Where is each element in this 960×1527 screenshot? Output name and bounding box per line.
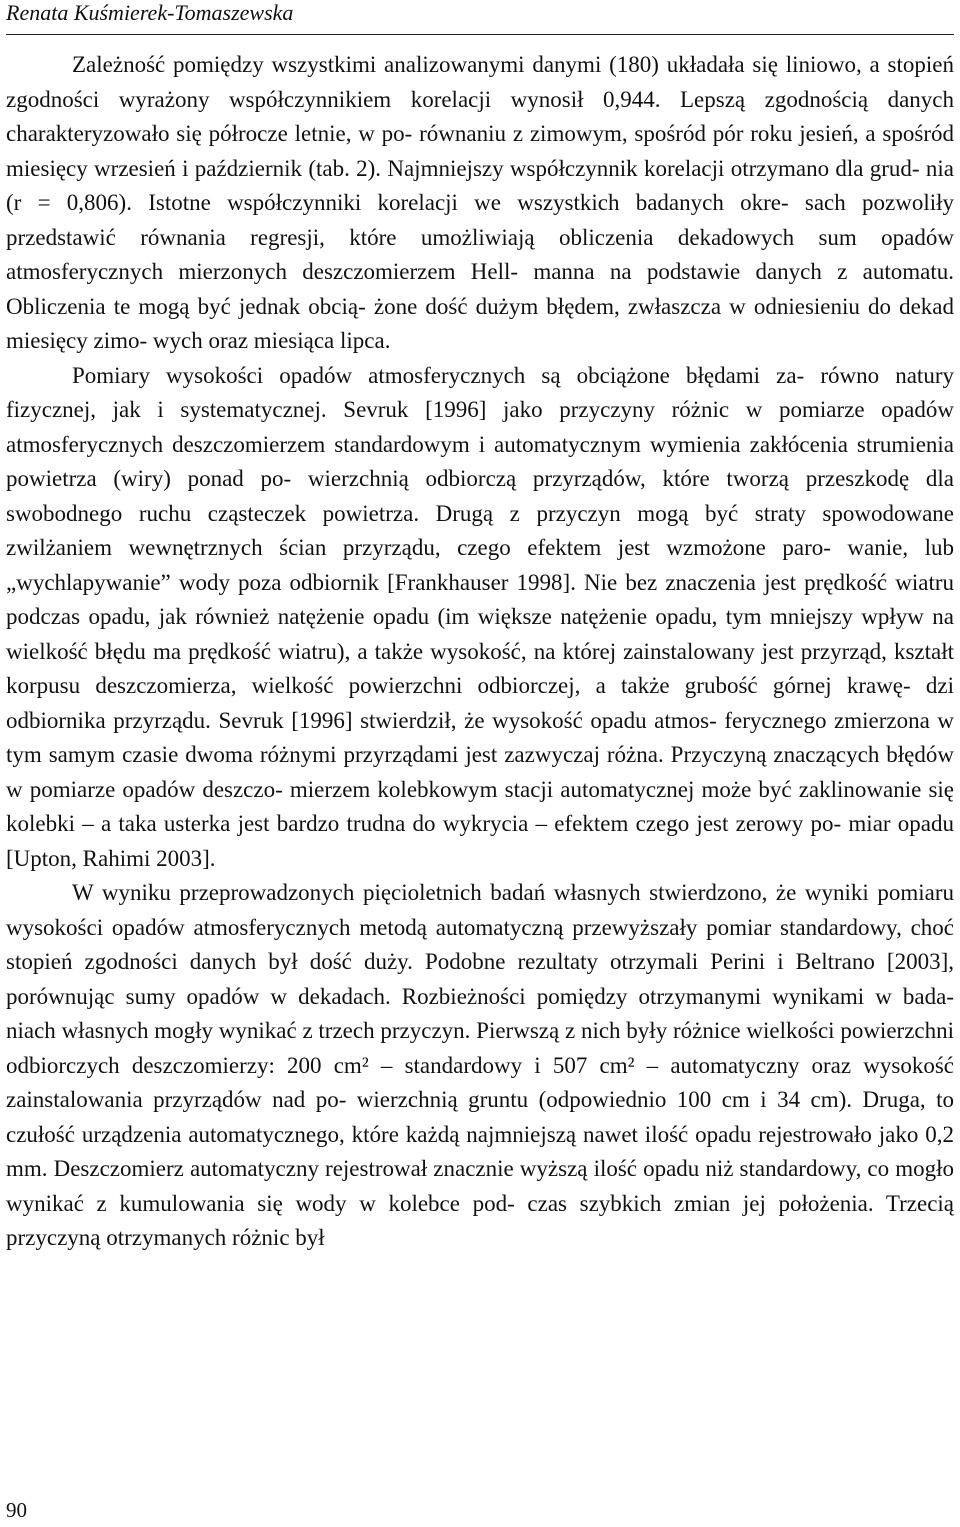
paragraph-2: Pomiary wysokości opadów atmosferycznych są obciążone błędami za- równo natury fizycznej, jak i systematycznej. Sevruk [1996] jako przyczyny różnic w pomiarze opadów atmosferycznych deszczomierzem standardowym i automatycznym wymienia zakłócenia strumienia powietrza (wiry) ponad po- wierzchnią odbiorczą przyrządów, które tworzą przeszkodę dla swobodnego ruchu cząsteczek powietrza. Drugą z przyczyn mogą być straty spowodowane zwilżaniem wewnętrznych ścian przyrządu, czego efektem jest wzmożone paro- wanie, lub „wychlapywanie” wody poza odbiornik [Frankhauser 1998]. Nie bez znaczenia jest prędkość wiatru podczas opadu, jak również natężenie opadu (im większe natężenie opadu, tym mniejszy wpływ na wielkość błędu ma prędkość wiatru), a także wysokość, na której zainstalowany jest przyrząd, kształt korpusu deszczomierza, wielkość powierzchni odbiorczej, a także grubość górnej krawę- dzi odbiornika przyrządu. Sevruk [1996] stwierdził, że wysokość opadu atmos- ferycznego zmierzona w tym samym czasie dwoma różnymi przyrządami jest zazwyczaj różna. Przyczyną znaczących błędów w pomiarze opadów deszczo- mierzem kolebkowym stacji automatycznej może być zaklinowanie się kolebki – a taka usterka jest bardzo trudna do wykrycia – efektem czego jest zerowy po- miar opadu [Upton, Rahimi 2003].	[6, 362, 954, 871]
running-header	[6, 0, 954, 35]
paragraph-1: Zależność pomiędzy wszystkimi analizowanymi danymi (180) układała się liniowo, a stopień zgodności wyrażony współczynnikiem korelacji wynosił 0,944. Lepszą zgodnością danych charakteryzowało się półrocze letnie, w po- równaniu z zimowym, spośród pór roku jesień, a spośród miesięcy wrzesień i październik (tab. 2). Najmniejszy współczynnik korelacji otrzymano dla grud- nia (r = 0,806). Istotne współczynniki korelacji we wszystkich badanych okre- sach pozwoliły przedstawić równania regresji, które umożliwiają obliczenia dekadowych sum opadów atmosferycznych mierzonych deszczomierzem Hell- manna na podstawie danych z automatu. Obliczenia te mogą być jednak obcią- żone dość dużym błędem, zwłaszcza w odniesieniu do dekad miesięcy zimo- wych oraz miesiąca lipca.	[6, 52, 954, 353]
header-author: Renata Kuśmierek-Tomaszewska	[6, 0, 294, 25]
paragraph-3: W wyniku przeprowadzonych pięcioletnich badań własnych stwierdzono, że wyniki pomiaru wysokości opadów atmosferycznych metodą automatyczną przewyższały pomiar standardowy, choć stopień zgodności danych był dość duży. Podobne rezultaty otrzymali Perini i Beltrano [2003], porównując sumy opadów w dekadach. Rozbieżności pomiędzy otrzymanymi wynikami w bada- niach własnych mogły wynikać z trzech przyczyn. Pierwszą z nich były różnice wielkości powierzchni odbiorczych deszczomierzy: 200 cm² – standardowy i 507 cm² – automatyczny oraz wysokość zainstalowania przyrządów nad po- wierzchnią gruntu (odpowiednio 100 cm i 34 cm). Druga, to czułość urządzenia automatycznego, które każdą najmniejszą nawet ilość opadu rejestrowało jako 0,2 mm. Deszczomierz automatyczny rejestrował znacznie wyższą ilość opadu niż standardowy, co mogło wynikać z kumulowania się wody w kolebce pod- czas szybkich zmian jej położenia. Trzecią przyczyną otrzymanych różnic był	[6, 880, 954, 1250]
page-number: 90	[6, 1498, 27, 1522]
body-text	[6, 48, 954, 1256]
